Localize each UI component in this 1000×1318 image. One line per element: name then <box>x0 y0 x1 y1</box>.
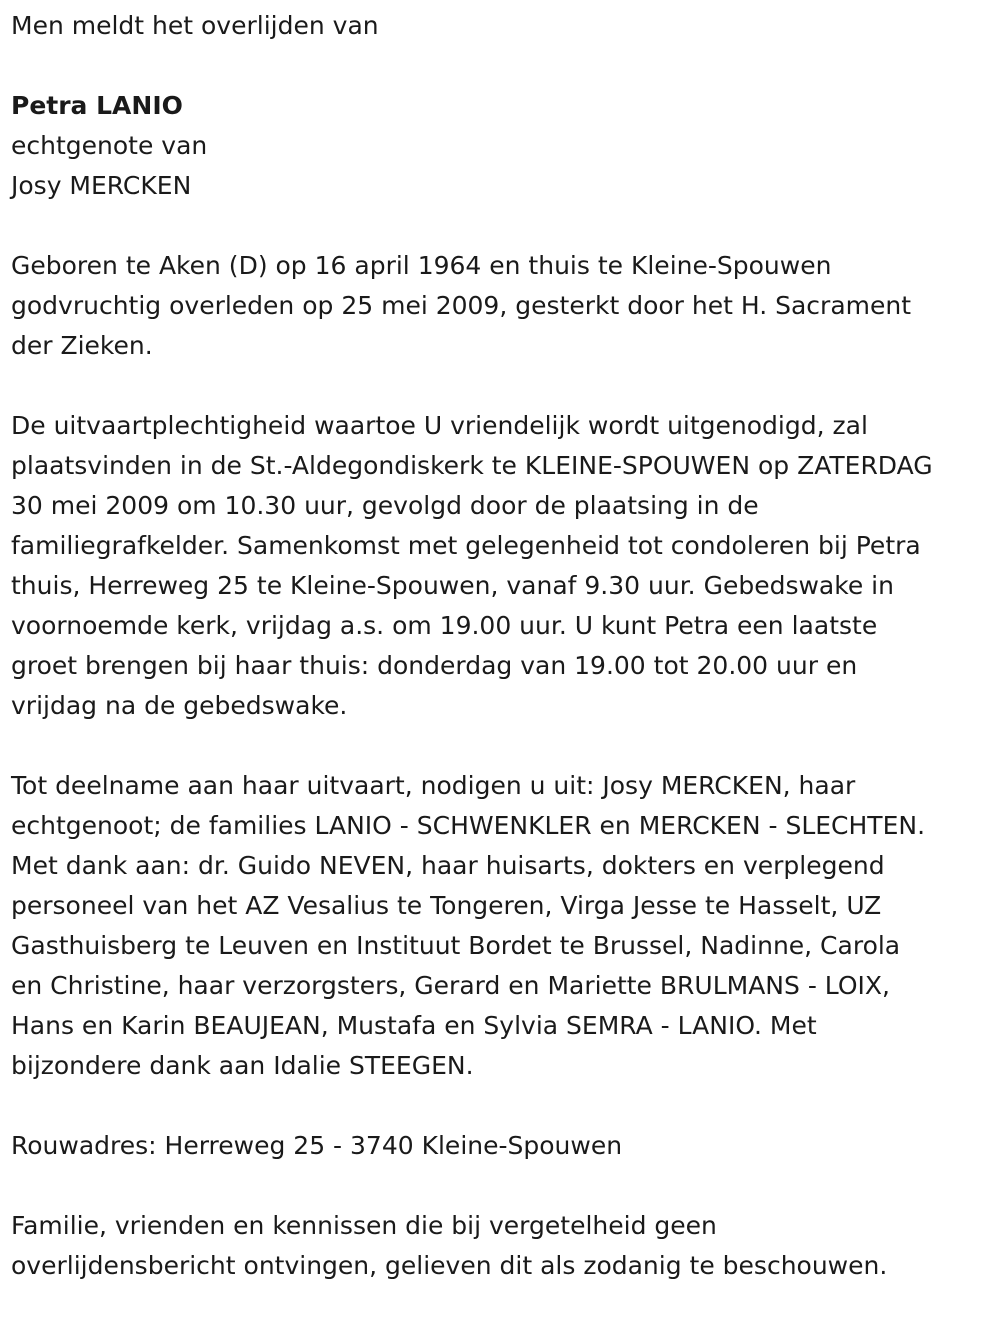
paragraph-line: echtgenoot; de families LANIO - SCHWENKLER en MERCKEN - SLECHTEN. <box>11 811 926 840</box>
paragraph-line: Met dank aan: dr. Guido NEVEN, haar huisarts, dokters en verplegend <box>11 851 885 880</box>
paragraph-line: Geboren te Aken (D) op 16 april 1964 en thuis te Kleine-Spouwen <box>11 251 832 280</box>
intro-text: Men meldt het overlijden van <box>11 11 379 40</box>
paragraph-line: vrijdag na de gebedswake. <box>11 691 348 720</box>
spacer <box>11 366 990 406</box>
spacer <box>11 1086 990 1126</box>
address-paragraph <box>11 1126 990 1166</box>
paragraph-line: 30 mei 2009 om 10.30 uur, gevolgd door de plaatsing in de <box>11 491 759 520</box>
paragraph-line: bijzondere dank aan Idalie STEEGEN. <box>11 1051 474 1080</box>
paragraph-line: plaatsvinden in de St.-Aldegondiskerk te KLEINE-SPOUWEN op ZATERDAG <box>11 451 933 480</box>
spacer <box>11 1166 990 1206</box>
spouse-name: Josy MERCKEN <box>11 171 192 200</box>
family-paragraph <box>11 766 990 1086</box>
spacer <box>11 46 990 86</box>
closing-paragraph <box>11 1206 990 1286</box>
deceased-name: Petra LANIO <box>11 91 183 120</box>
spacer <box>11 726 990 766</box>
birth-paragraph <box>11 246 990 366</box>
paragraph-line: Hans en Karin BEAUJEAN, Mustafa en Sylvia SEMRA - LANIO. Met <box>11 1011 817 1040</box>
paragraph-line: De uitvaartplechtigheid waartoe U vriendelijk wordt uitgenodigd, zal <box>11 411 868 440</box>
paragraph-line: familiegrafkelder. Samenkomst met gelegenheid tot condoleren bij Petra <box>11 531 921 560</box>
relation-text: echtgenote van <box>11 131 208 160</box>
paragraph-line: personeel van het AZ Vesalius te Tongeren, Virga Jesse te Hasselt, UZ <box>11 891 882 920</box>
paragraph-line: en Christine, haar verzorgsters, Gerard en Mariette BRULMANS - LOIX, <box>11 971 890 1000</box>
paragraph-line: der Zieken. <box>11 331 153 360</box>
paragraph-line: Gasthuisberg te Leuven en Instituut Bordet te Brussel, Nadinne, Carola <box>11 931 901 960</box>
mourning-address: Rouwadres: Herreweg 25 - 3740 Kleine-Spouwen <box>11 1131 623 1160</box>
paragraph-line: voornoemde kerk, vrijdag a.s. om 19.00 uur. U kunt Petra een laatste <box>11 611 878 640</box>
paragraph-line: Tot deelname aan haar uitvaart, nodigen u uit: Josy MERCKEN, haar <box>11 771 856 800</box>
paragraph-line: groet brengen bij haar thuis: donderdag van 19.00 tot 20.00 uur en <box>11 651 858 680</box>
paragraph-line: thuis, Herreweg 25 te Kleine-Spouwen, vanaf 9.30 uur. Gebedswake in <box>11 571 894 600</box>
spacer <box>11 206 990 246</box>
paragraph-line: overlijdensbericht ontvingen, gelieven dit als zodanig te beschouwen. <box>11 1251 888 1280</box>
paragraph-line: Familie, vrienden en kennissen die bij vergetelheid geen <box>11 1211 717 1240</box>
funeral-paragraph <box>11 406 990 726</box>
paragraph-line: godvruchtig overleden op 25 mei 2009, gesterkt door het H. Sacrament <box>11 291 912 320</box>
